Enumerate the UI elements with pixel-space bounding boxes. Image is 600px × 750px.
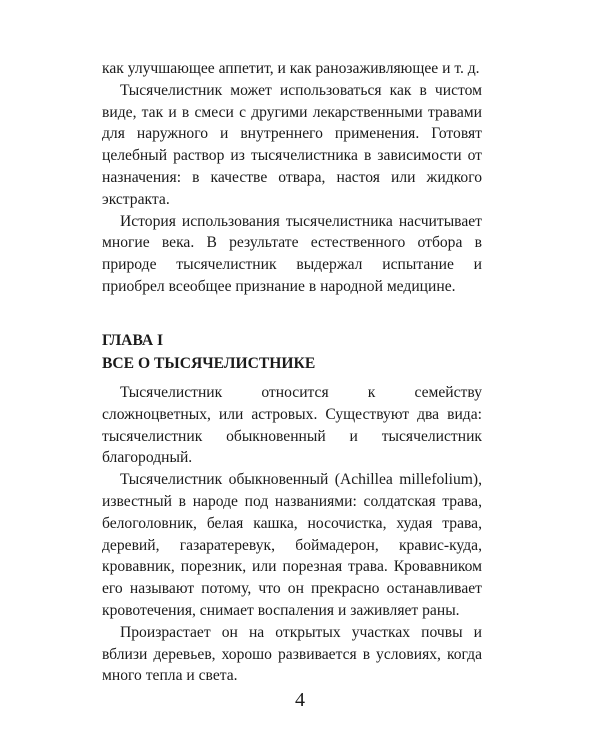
paragraph-history: История использования тысячелистника насчитывает многие века. В результате естественного отбора в природе тысячелистник выдержал испытание и приобрел всеобщее признание в народной медицине. <box>102 212 482 295</box>
page-number: 4 <box>295 689 305 711</box>
paragraph-habitat: Произрастает он на открытых участках почвы и вблизи деревьев, хорошо развивается в условиях, когда много тепла и света. <box>102 623 482 685</box>
paragraph-family: Тысячелистник относится к семейству сложноцветных, или астровых. Существуют два вида: тысячелистник обыкновенный и тысячелистник благородный. <box>102 384 482 467</box>
intro-text-block <box>102 58 482 298</box>
chapter-text-block <box>102 382 482 687</box>
paragraph-common-names: Тысячелистник обыкновенный (Achillea millefolium), известный в народе под названиями: солдатская трава, белоголовник, белая кашка, носочистка, худая трава, деревий, газаратеревук, боймадерон, кравис-куда, кровавник, порезник, или порезная трава. Кровавником его называют потому, что он прекрасно останавливает кровотечения, снимает воспаления и заживляет раны. <box>102 471 482 619</box>
paragraph-continuation: как улучшающее аппетит, и как ранозаживляющее и т. д. <box>102 60 480 77</box>
chapter-number: ГЛАВА I <box>102 332 164 349</box>
paragraph-usage: Тысячелистник может использоваться как в чистом виде, так и в смеси с другими лекарственными травами для наружного и внутреннего применения. Готовят целебный раствор из тысячелистника в зависимости от назначения: в качестве отвара, настоя или жидкого экстракта. <box>102 81 482 208</box>
chapter-heading <box>102 329 482 375</box>
chapter-title: ВСЕ О ТЫСЯЧЕЛИСТНИКЕ <box>102 355 316 372</box>
